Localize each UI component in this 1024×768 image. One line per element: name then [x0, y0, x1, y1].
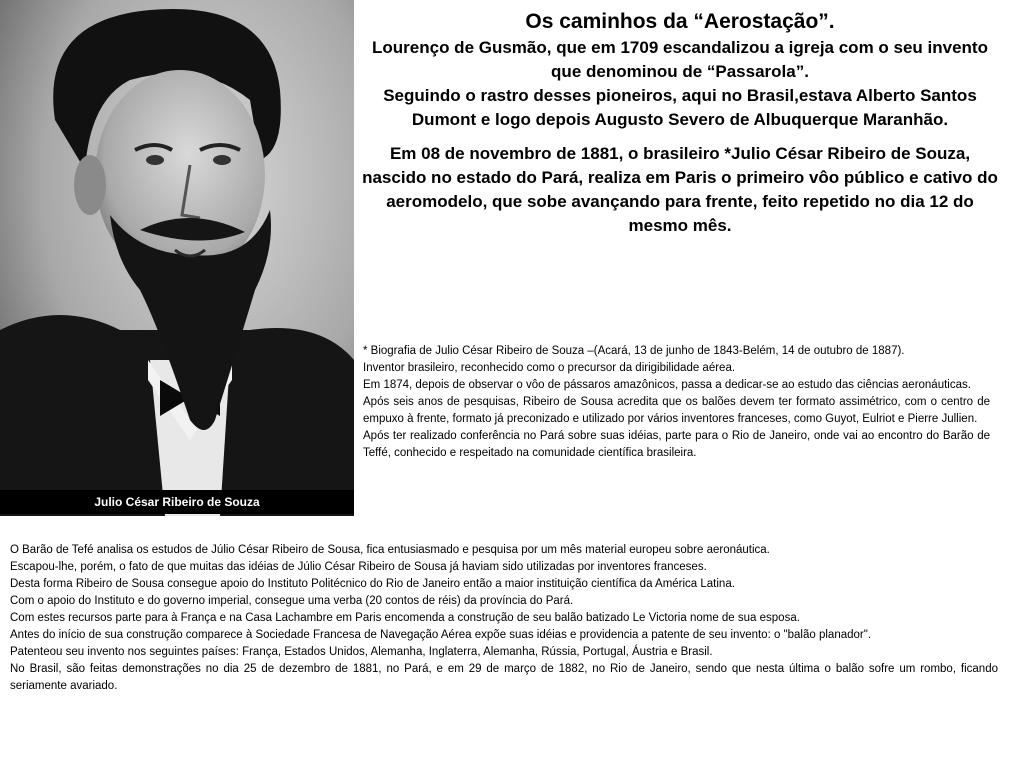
biography-paragraph: * Biografia de Julio César Ribeiro de Souza –(Acará, 13 de junho de 1843-Belém, 14 de outubro de 1887). [363, 345, 905, 357]
bearded-man-portrait-icon [0, 0, 354, 516]
biography-paragraph: Após ter realizado conferência no Pará sobre suas idéias, parte para o Rio de Janeiro, onde vai ao encontro do Barão de Teffé, conhecido e respeitado na comunidade científica brasileira. [363, 430, 990, 459]
heading-paragraph-gusmao: Lourenço de Gusmão, que em 1709 escandalizou a igreja com o seu invento que denominou de “Passarola”. [372, 38, 988, 81]
biography-paragraph: Inventor brasileiro, reconhecido como o precursor da dirigibilidade aérea. [363, 362, 736, 374]
history-paragraph: Desta forma Ribeiro de Sousa consegue apoio do Instituto Politécnico do Rio de Janeiro então a maior instituição científica da América Latina. [10, 578, 735, 590]
biography-paragraph: Em 1874, depois de observar o vôo de pássaros amazônicos, passa a dedicar-se ao estudo das ciências aeronáuticas. [363, 379, 971, 391]
history-paragraph: Com o apoio do Instituto e do governo imperial, consegue uma verba (20 contos de réis) da província do Pará. [10, 595, 574, 607]
biography-block [363, 343, 990, 462]
history-paragraph: Patenteou seu invento nos seguintes países: França, Estados Unidos, Alemanha, Inglaterra, Alemanha, Rússia, Portugal, Áustria e Brasil. [10, 646, 713, 658]
heading-paragraph-pioneers: Seguindo o rastro desses pioneiros, aqui no Brasil,estava Alberto Santos Dumont e logo depois Augusto Severo de Albuquerque Maranhão. [383, 86, 977, 129]
history-paragraph: Escapou-lhe, porém, o fato de que muitas das idéias de Júlio César Ribeiro de Sousa já haviam sido utilizadas por inventores franceses. [10, 561, 707, 573]
page-title: Os caminhos da “Aerostação”. [525, 10, 835, 33]
history-paragraph: Antes do início de sua construção comparece à Sociedade Francesa de Navegação Aérea expõe suas idéias e providencia a patente de seu invento: o "balão planador". [10, 629, 872, 641]
history-paragraph: No Brasil, são feitas demonstrações no dia 25 de dezembro de 1881, no Pará, e em 29 de março de 1882, no Rio de Janeiro, sendo que nesta última o balão sofre um rombo, ficando seriamente avariado. [10, 663, 998, 692]
portrait-caption: Julio César Ribeiro de Souza [0, 490, 354, 514]
biography-paragraph: Após seis anos de pesquisas, Ribeiro de Sousa acredita que os balões devem ter formato assimétrico, com o centro de empuxo à frente, formato já preconizado e utilizado por vários inventores franceses, como Guyot, Eulriot e Pierre Jullien. [363, 396, 990, 425]
history-block [10, 542, 998, 695]
history-paragraph: Com estes recursos parte para à França e na Casa Lachambre em Paris encomenda a construção de seu balão batizado Le Victoria nome de sua esposa. [10, 612, 800, 624]
portrait-photo [0, 0, 354, 516]
heading-paragraph-first-flight: Em 08 de novembro de 1881, o brasileiro *Julio César Ribeiro de Souza, nascido no estado do Pará, realiza em Paris o primeiro vôo público e cativo do aeromodelo, que sobe avançando para frente, feito repetido no dia 12 do mesmo mês. [362, 144, 998, 235]
history-paragraph: O Barão de Tefé analisa os estudos de Júlio César Ribeiro de Sousa, fica entusiasmado e pesquisa por um mês material europeu sobre aeronáutica. [10, 544, 770, 556]
heading-block [362, 8, 998, 238]
